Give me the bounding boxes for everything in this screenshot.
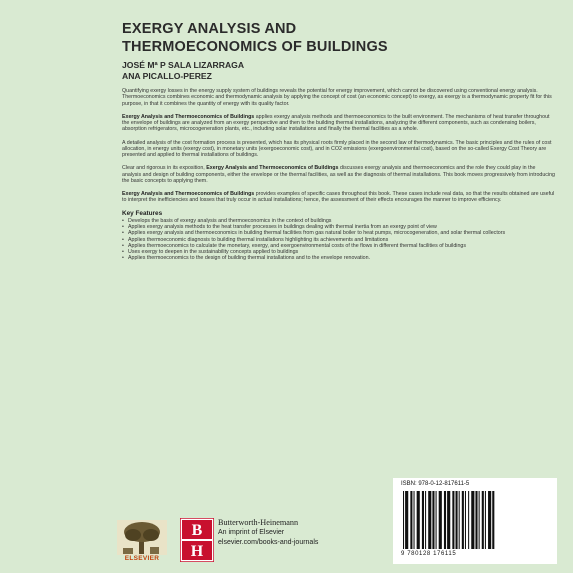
key-feature-item: • Develops the basis of exergy analysis and thermoeconomics in the context of buildings <box>122 218 555 224</box>
book-title <box>122 20 562 56</box>
paragraph-1: Quantifying exergy losses in the energy supply system of buildings reveals the potential for energy improvement, which cannot be discovered using conventional energy analysis. Thermoeconomics combines economic and thermodynamic analysis by applying the concept of cost (an economic concept) to exergy, as exergy is a thermodynamic property fit for this purpose, in that it combines the quantity of energy with its quality factor. <box>122 88 552 107</box>
paragraph-5-text: provides examples of specific cases throughout this book. These cases include real data, so that the results obtained are useful to interpret the inefficiencies and losses that truly occur in actual installations; hence, the assessment of their effects encourages the manner to improve efficiency. <box>122 191 555 204</box>
paragraph-2-text: applies exergy analysis methods and thermoeconomics to the built environment. The mechanisms of heat transfer throughout the envelope of buildings are analyzed from an exergy perspective and then to the building thermal installations, analyzing the different components, such as condensing boilers, absorption refrigerators, microcogeneration plants, etc., including solar installations and finally the thermal facilities as a whole. <box>122 113 550 133</box>
author-2: ANA PICALLO-PEREZ <box>122 71 212 81</box>
publisher-info <box>218 518 388 548</box>
bh-letter-b: B <box>191 522 203 539</box>
paragraph-3: A detailed analysis of the cost formation process is presented, which has its physical roots firmly placed in the second law of thermodynamics. The basic principles and the rules of cost allocation, in energy units (exergy cost), in monetary units (exergoeconomic cost), and in CO2 emissions (exergoenvironmental cost), based on the so-called Exergy Cost Theory are presented and applied to thermal installations of buildings. <box>122 139 552 158</box>
key-feature-item: • Applies thermoeconomics to the design of building thermal installations and to the envelope renovation. <box>122 255 555 261</box>
barcode-bars <box>401 491 549 549</box>
paragraph-4-lead: Clear and rigorous in its exposition, <box>122 165 207 172</box>
key-feature-item: • Applies thermoeconomic diagnosis to building thermal installations highlighting its achievements and limitations <box>122 237 555 243</box>
book-title-inline: Exergy Analysis and Thermoeconomics of Buildings <box>206 165 339 172</box>
paragraph-2 <box>122 114 555 133</box>
paragraph-4-text: discusses exergy analysis and thermoeconomics and the role they could play in the analysis and design of building components, either the envelope or the thermal facilities, as well as the diagnosis of thermal installations. This book moves progressively from introducing the basic concepts to applying them. <box>122 165 556 184</box>
bh-letter-h: H <box>190 543 204 560</box>
barcode-digits: 9 780128 176115 <box>401 551 457 557</box>
barcode <box>393 478 557 564</box>
paragraph-4 <box>122 165 555 184</box>
book-title-inline: Exergy Analysis and Thermoeconomics of Buildings <box>122 191 255 197</box>
publisher-name: Butterworth-Heinemann <box>218 518 299 527</box>
key-feature-item: • Applies exergy analysis and thermoeconomics in building thermal facilities from gas natural boiler to heat pumps, microcogeneration, and solar thermal collectors <box>122 230 555 236</box>
key-features-list <box>122 218 555 262</box>
title-line-2: THERMOECONOMICS OF BUILDINGS <box>122 39 388 55</box>
key-feature-item: • Uses exergy to deepen in the sustainability concepts applied to buildings <box>122 249 555 255</box>
key-feature-item: • Applies thermoeconomics to calculate the monetary, exergy, and exergoenvironmental costs of the flows in different thermal facilities of buildings <box>122 243 555 249</box>
bh-logo <box>180 518 214 562</box>
book-title-inline: Exergy Analysis and Thermoeconomics of Buildings <box>122 113 255 120</box>
publisher-url: elsevier.com/books-and-journals <box>218 539 319 546</box>
key-feature-item: • Applies exergy analysis methods to the heat transfer processes in buildings dealing with thermal inertia from an exergy point of view <box>122 224 555 230</box>
title-line-1: EXERGY ANALYSIS AND <box>122 21 297 37</box>
key-features-heading: Key Features <box>122 209 163 217</box>
paragraph-5 <box>122 191 555 204</box>
author-1: JOSÉ Mª P SALA LIZARRAGA <box>122 60 245 70</box>
authors <box>122 60 522 82</box>
publisher-imprint: An imprint of Elsevier <box>218 529 285 536</box>
isbn-label: ISBN: 978-0-12-817611-5 <box>401 481 470 487</box>
description <box>122 88 555 262</box>
elsevier-wordmark: ELSEVIER <box>124 555 160 562</box>
